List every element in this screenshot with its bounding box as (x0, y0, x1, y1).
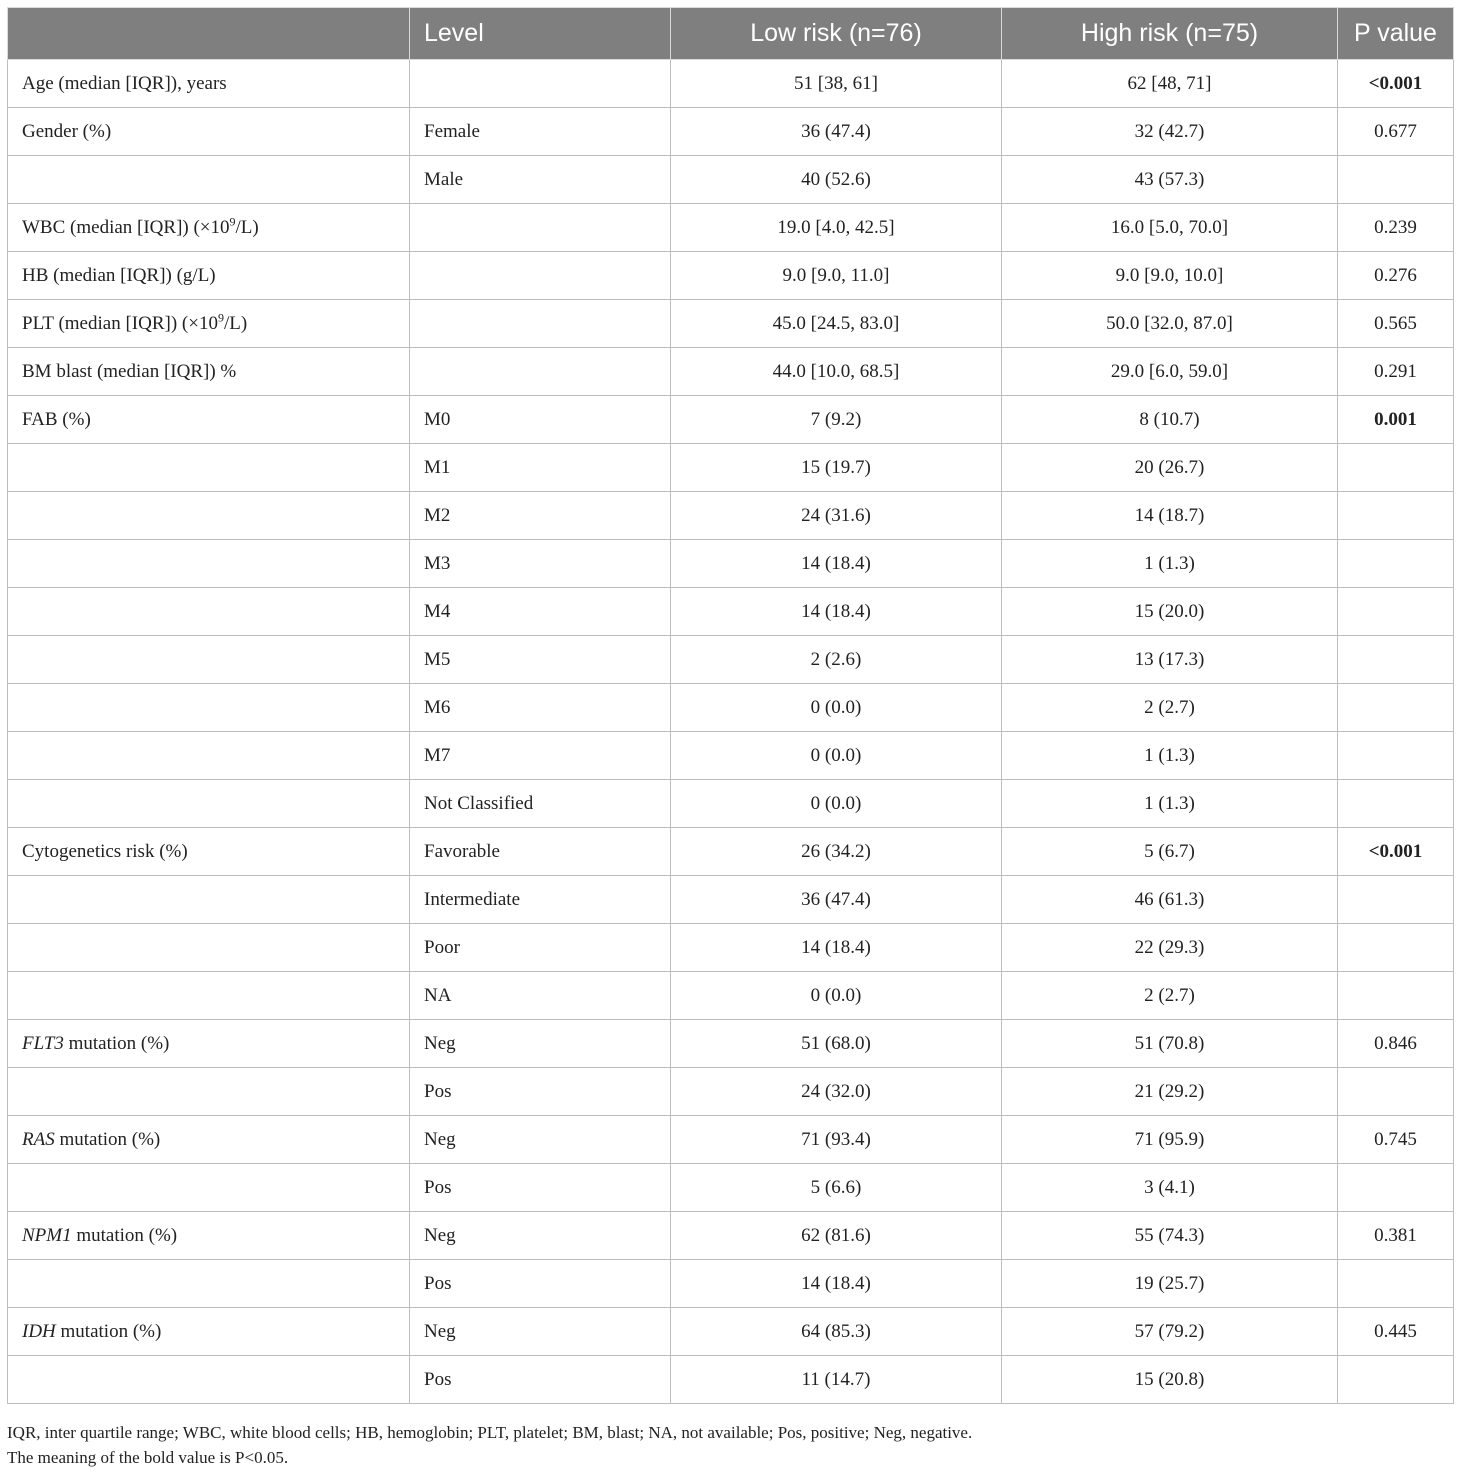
cell-variable (8, 1164, 410, 1212)
cell-high-risk: 9.0 [9.0, 10.0] (1002, 252, 1338, 300)
cell-p-value: 0.291 (1338, 348, 1454, 396)
cell-level: Male (410, 156, 671, 204)
header-variable (8, 8, 410, 60)
gene-name: FLT3 (22, 1032, 64, 1054)
table-row (8, 636, 1454, 684)
gene-name: RAS (22, 1128, 55, 1150)
cell-low-risk: 0 (0.0) (671, 972, 1002, 1020)
cell-variable (8, 732, 410, 780)
cell-low-risk: 19.0 [4.0, 42.5] (671, 204, 1002, 252)
variable-label: FAB (%) (22, 408, 91, 430)
table-row (8, 108, 1454, 156)
cell-level (410, 60, 671, 108)
cell-variable (8, 300, 410, 348)
cell-low-risk: 15 (19.7) (671, 444, 1002, 492)
cell-high-risk: 29.0 [6.0, 59.0] (1002, 348, 1338, 396)
cell-variable (8, 684, 410, 732)
cell-low-risk: 9.0 [9.0, 11.0] (671, 252, 1002, 300)
cell-low-risk: 62 (81.6) (671, 1212, 1002, 1260)
cell-high-risk: 20 (26.7) (1002, 444, 1338, 492)
cell-p-value (1338, 1164, 1454, 1212)
cell-high-risk: 2 (2.7) (1002, 972, 1338, 1020)
cell-level: M5 (410, 636, 671, 684)
cell-variable (8, 204, 410, 252)
cell-high-risk: 14 (18.7) (1002, 492, 1338, 540)
cell-high-risk: 71 (95.9) (1002, 1116, 1338, 1164)
variable-label: mutation (%) (54, 1128, 161, 1150)
cell-level (410, 300, 671, 348)
table-row (8, 444, 1454, 492)
cell-level: Neg (410, 1020, 671, 1068)
cell-low-risk: 24 (32.0) (671, 1068, 1002, 1116)
cell-variable (8, 1260, 410, 1308)
cell-level: M6 (410, 684, 671, 732)
cell-level (410, 204, 671, 252)
header-level: Level (410, 8, 671, 60)
cell-high-risk: 1 (1.3) (1002, 540, 1338, 588)
cell-low-risk: 26 (34.2) (671, 828, 1002, 876)
cell-p-value: 0.677 (1338, 108, 1454, 156)
cell-low-risk: 0 (0.0) (671, 780, 1002, 828)
table-footnotes (7, 1420, 972, 1470)
superscript: 9 (217, 310, 224, 325)
cell-high-risk: 19 (25.7) (1002, 1260, 1338, 1308)
cell-variable (8, 348, 410, 396)
variable-label: PLT (median [IQR]) (×10 (22, 312, 218, 334)
cell-high-risk: 16.0 [5.0, 70.0] (1002, 204, 1338, 252)
cell-high-risk: 8 (10.7) (1002, 396, 1338, 444)
cell-p-value (1338, 588, 1454, 636)
table-row (8, 60, 1454, 108)
table-row (8, 252, 1454, 300)
cell-low-risk: 14 (18.4) (671, 588, 1002, 636)
variable-label: Gender (%) (22, 120, 112, 142)
cell-low-risk: 14 (18.4) (671, 924, 1002, 972)
cell-low-risk: 5 (6.6) (671, 1164, 1002, 1212)
cell-variable (8, 972, 410, 1020)
cell-variable (8, 828, 410, 876)
cell-low-risk: 0 (0.0) (671, 732, 1002, 780)
gene-name: IDH (22, 1320, 56, 1342)
cell-p-value (1338, 684, 1454, 732)
cell-variable (8, 588, 410, 636)
superscript: 9 (229, 214, 236, 229)
cell-level: Not Classified (410, 780, 671, 828)
cell-low-risk: 14 (18.4) (671, 1260, 1002, 1308)
variable-label: HB (median [IQR]) (g/L) (22, 264, 216, 286)
cell-low-risk: 0 (0.0) (671, 684, 1002, 732)
table-row (8, 1212, 1454, 1260)
cell-level: Pos (410, 1068, 671, 1116)
unit-suffix: /L) (223, 312, 248, 334)
cell-level: M0 (410, 396, 671, 444)
cell-high-risk: 32 (42.7) (1002, 108, 1338, 156)
variable-label: WBC (median [IQR]) (×10 (22, 216, 230, 238)
cell-high-risk: 2 (2.7) (1002, 684, 1338, 732)
cell-low-risk: 44.0 [10.0, 68.5] (671, 348, 1002, 396)
table-row (8, 780, 1454, 828)
cell-variable (8, 540, 410, 588)
cell-p-value (1338, 540, 1454, 588)
variable-label: Age (median [IQR]), years (22, 72, 227, 94)
cell-high-risk: 55 (74.3) (1002, 1212, 1338, 1260)
cell-p-value (1338, 1260, 1454, 1308)
cell-p-value (1338, 780, 1454, 828)
table-row (8, 1308, 1454, 1356)
cell-high-risk: 13 (17.3) (1002, 636, 1338, 684)
cell-low-risk: 51 (68.0) (671, 1020, 1002, 1068)
cell-variable (8, 1212, 410, 1260)
cell-level: M7 (410, 732, 671, 780)
cell-p-value: 0.001 (1338, 396, 1454, 444)
cell-variable (8, 156, 410, 204)
table-row (8, 1356, 1454, 1404)
cell-level: Pos (410, 1164, 671, 1212)
cell-p-value: 0.445 (1338, 1308, 1454, 1356)
variable-label: mutation (%) (63, 1032, 170, 1054)
cell-high-risk: 15 (20.0) (1002, 588, 1338, 636)
cell-p-value: <0.001 (1338, 60, 1454, 108)
cell-low-risk: 24 (31.6) (671, 492, 1002, 540)
cell-variable (8, 1308, 410, 1356)
table-row (8, 588, 1454, 636)
cell-p-value: 0.276 (1338, 252, 1454, 300)
cell-p-value (1338, 972, 1454, 1020)
cell-level: M4 (410, 588, 671, 636)
table-row (8, 972, 1454, 1020)
table-header-row (8, 8, 1454, 60)
cell-high-risk: 5 (6.7) (1002, 828, 1338, 876)
cell-p-value (1338, 876, 1454, 924)
cell-low-risk: 51 [38, 61] (671, 60, 1002, 108)
cell-level: Pos (410, 1260, 671, 1308)
cell-variable (8, 60, 410, 108)
cell-level: Neg (410, 1308, 671, 1356)
table-row (8, 204, 1454, 252)
table-row (8, 348, 1454, 396)
cell-high-risk: 3 (4.1) (1002, 1164, 1338, 1212)
header-high-risk: High risk (n=75) (1002, 8, 1338, 60)
cell-high-risk: 51 (70.8) (1002, 1020, 1338, 1068)
table-row (8, 1068, 1454, 1116)
table-row (8, 732, 1454, 780)
table-row (8, 300, 1454, 348)
cell-variable (8, 444, 410, 492)
cell-high-risk: 62 [48, 71] (1002, 60, 1338, 108)
cell-low-risk: 40 (52.6) (671, 156, 1002, 204)
cell-variable (8, 636, 410, 684)
cell-high-risk: 43 (57.3) (1002, 156, 1338, 204)
cell-high-risk: 57 (79.2) (1002, 1308, 1338, 1356)
cell-low-risk: 36 (47.4) (671, 108, 1002, 156)
cell-variable (8, 108, 410, 156)
cell-p-value: 0.239 (1338, 204, 1454, 252)
table-row (8, 156, 1454, 204)
table-row (8, 876, 1454, 924)
header-low-risk: Low risk (n=76) (671, 8, 1002, 60)
variable-label: Cytogenetics risk (%) (22, 840, 188, 862)
cell-level: Neg (410, 1212, 671, 1260)
cell-variable (8, 1068, 410, 1116)
table-row (8, 828, 1454, 876)
table-row (8, 492, 1454, 540)
cell-p-value (1338, 924, 1454, 972)
cell-variable (8, 252, 410, 300)
cell-variable (8, 924, 410, 972)
cell-low-risk: 45.0 [24.5, 83.0] (671, 300, 1002, 348)
cell-level (410, 348, 671, 396)
characteristics-table (7, 7, 1454, 1404)
cell-low-risk: 64 (85.3) (671, 1308, 1002, 1356)
cell-low-risk: 2 (2.6) (671, 636, 1002, 684)
unit-suffix: /L) (235, 216, 259, 238)
table-container (7, 7, 1453, 1404)
table-row (8, 396, 1454, 444)
footnote-abbreviations: IQR, inter quartile range; WBC, white blood cells; HB, hemoglobin; PLT, platelet; BM, blast; NA, not available; Pos, positive; Neg, negative. (7, 1423, 973, 1442)
cell-level: NA (410, 972, 671, 1020)
cell-variable (8, 780, 410, 828)
cell-variable (8, 1116, 410, 1164)
cell-p-value: <0.001 (1338, 828, 1454, 876)
cell-variable (8, 396, 410, 444)
cell-variable (8, 1356, 410, 1404)
cell-high-risk: 1 (1.3) (1002, 780, 1338, 828)
variable-label: BM blast (median [IQR]) % (22, 360, 237, 382)
cell-p-value (1338, 156, 1454, 204)
table-row (8, 540, 1454, 588)
cell-low-risk: 11 (14.7) (671, 1356, 1002, 1404)
cell-p-value: 0.846 (1338, 1020, 1454, 1068)
cell-high-risk: 50.0 [32.0, 87.0] (1002, 300, 1338, 348)
table-row (8, 1020, 1454, 1068)
header-p-value: P value (1338, 8, 1454, 60)
cell-low-risk: 36 (47.4) (671, 876, 1002, 924)
cell-p-value (1338, 636, 1454, 684)
cell-high-risk: 15 (20.8) (1002, 1356, 1338, 1404)
variable-label: mutation (%) (71, 1224, 178, 1246)
cell-p-value (1338, 732, 1454, 780)
cell-level: Intermediate (410, 876, 671, 924)
cell-p-value: 0.381 (1338, 1212, 1454, 1260)
footnote-bold-meaning: The meaning of the bold value is P<0.05. (7, 1448, 289, 1467)
cell-level: Female (410, 108, 671, 156)
cell-low-risk: 7 (9.2) (671, 396, 1002, 444)
table-row (8, 684, 1454, 732)
cell-high-risk: 22 (29.3) (1002, 924, 1338, 972)
table-body (8, 60, 1454, 1404)
table-row (8, 1116, 1454, 1164)
cell-level: M1 (410, 444, 671, 492)
table-row (8, 1164, 1454, 1212)
cell-level: Poor (410, 924, 671, 972)
cell-level: M2 (410, 492, 671, 540)
cell-variable (8, 876, 410, 924)
cell-level (410, 252, 671, 300)
cell-p-value (1338, 444, 1454, 492)
cell-p-value: 0.745 (1338, 1116, 1454, 1164)
cell-low-risk: 14 (18.4) (671, 540, 1002, 588)
cell-p-value (1338, 1068, 1454, 1116)
table-row (8, 1260, 1454, 1308)
cell-variable (8, 1020, 410, 1068)
cell-level: M3 (410, 540, 671, 588)
cell-high-risk: 1 (1.3) (1002, 732, 1338, 780)
cell-p-value (1338, 1356, 1454, 1404)
gene-name: NPM1 (22, 1224, 72, 1246)
cell-high-risk: 21 (29.2) (1002, 1068, 1338, 1116)
cell-p-value (1338, 492, 1454, 540)
cell-level: Favorable (410, 828, 671, 876)
variable-label: mutation (%) (55, 1320, 162, 1342)
cell-variable (8, 492, 410, 540)
cell-low-risk: 71 (93.4) (671, 1116, 1002, 1164)
cell-level: Neg (410, 1116, 671, 1164)
cell-high-risk: 46 (61.3) (1002, 876, 1338, 924)
cell-level: Pos (410, 1356, 671, 1404)
table-row (8, 924, 1454, 972)
cell-p-value: 0.565 (1338, 300, 1454, 348)
